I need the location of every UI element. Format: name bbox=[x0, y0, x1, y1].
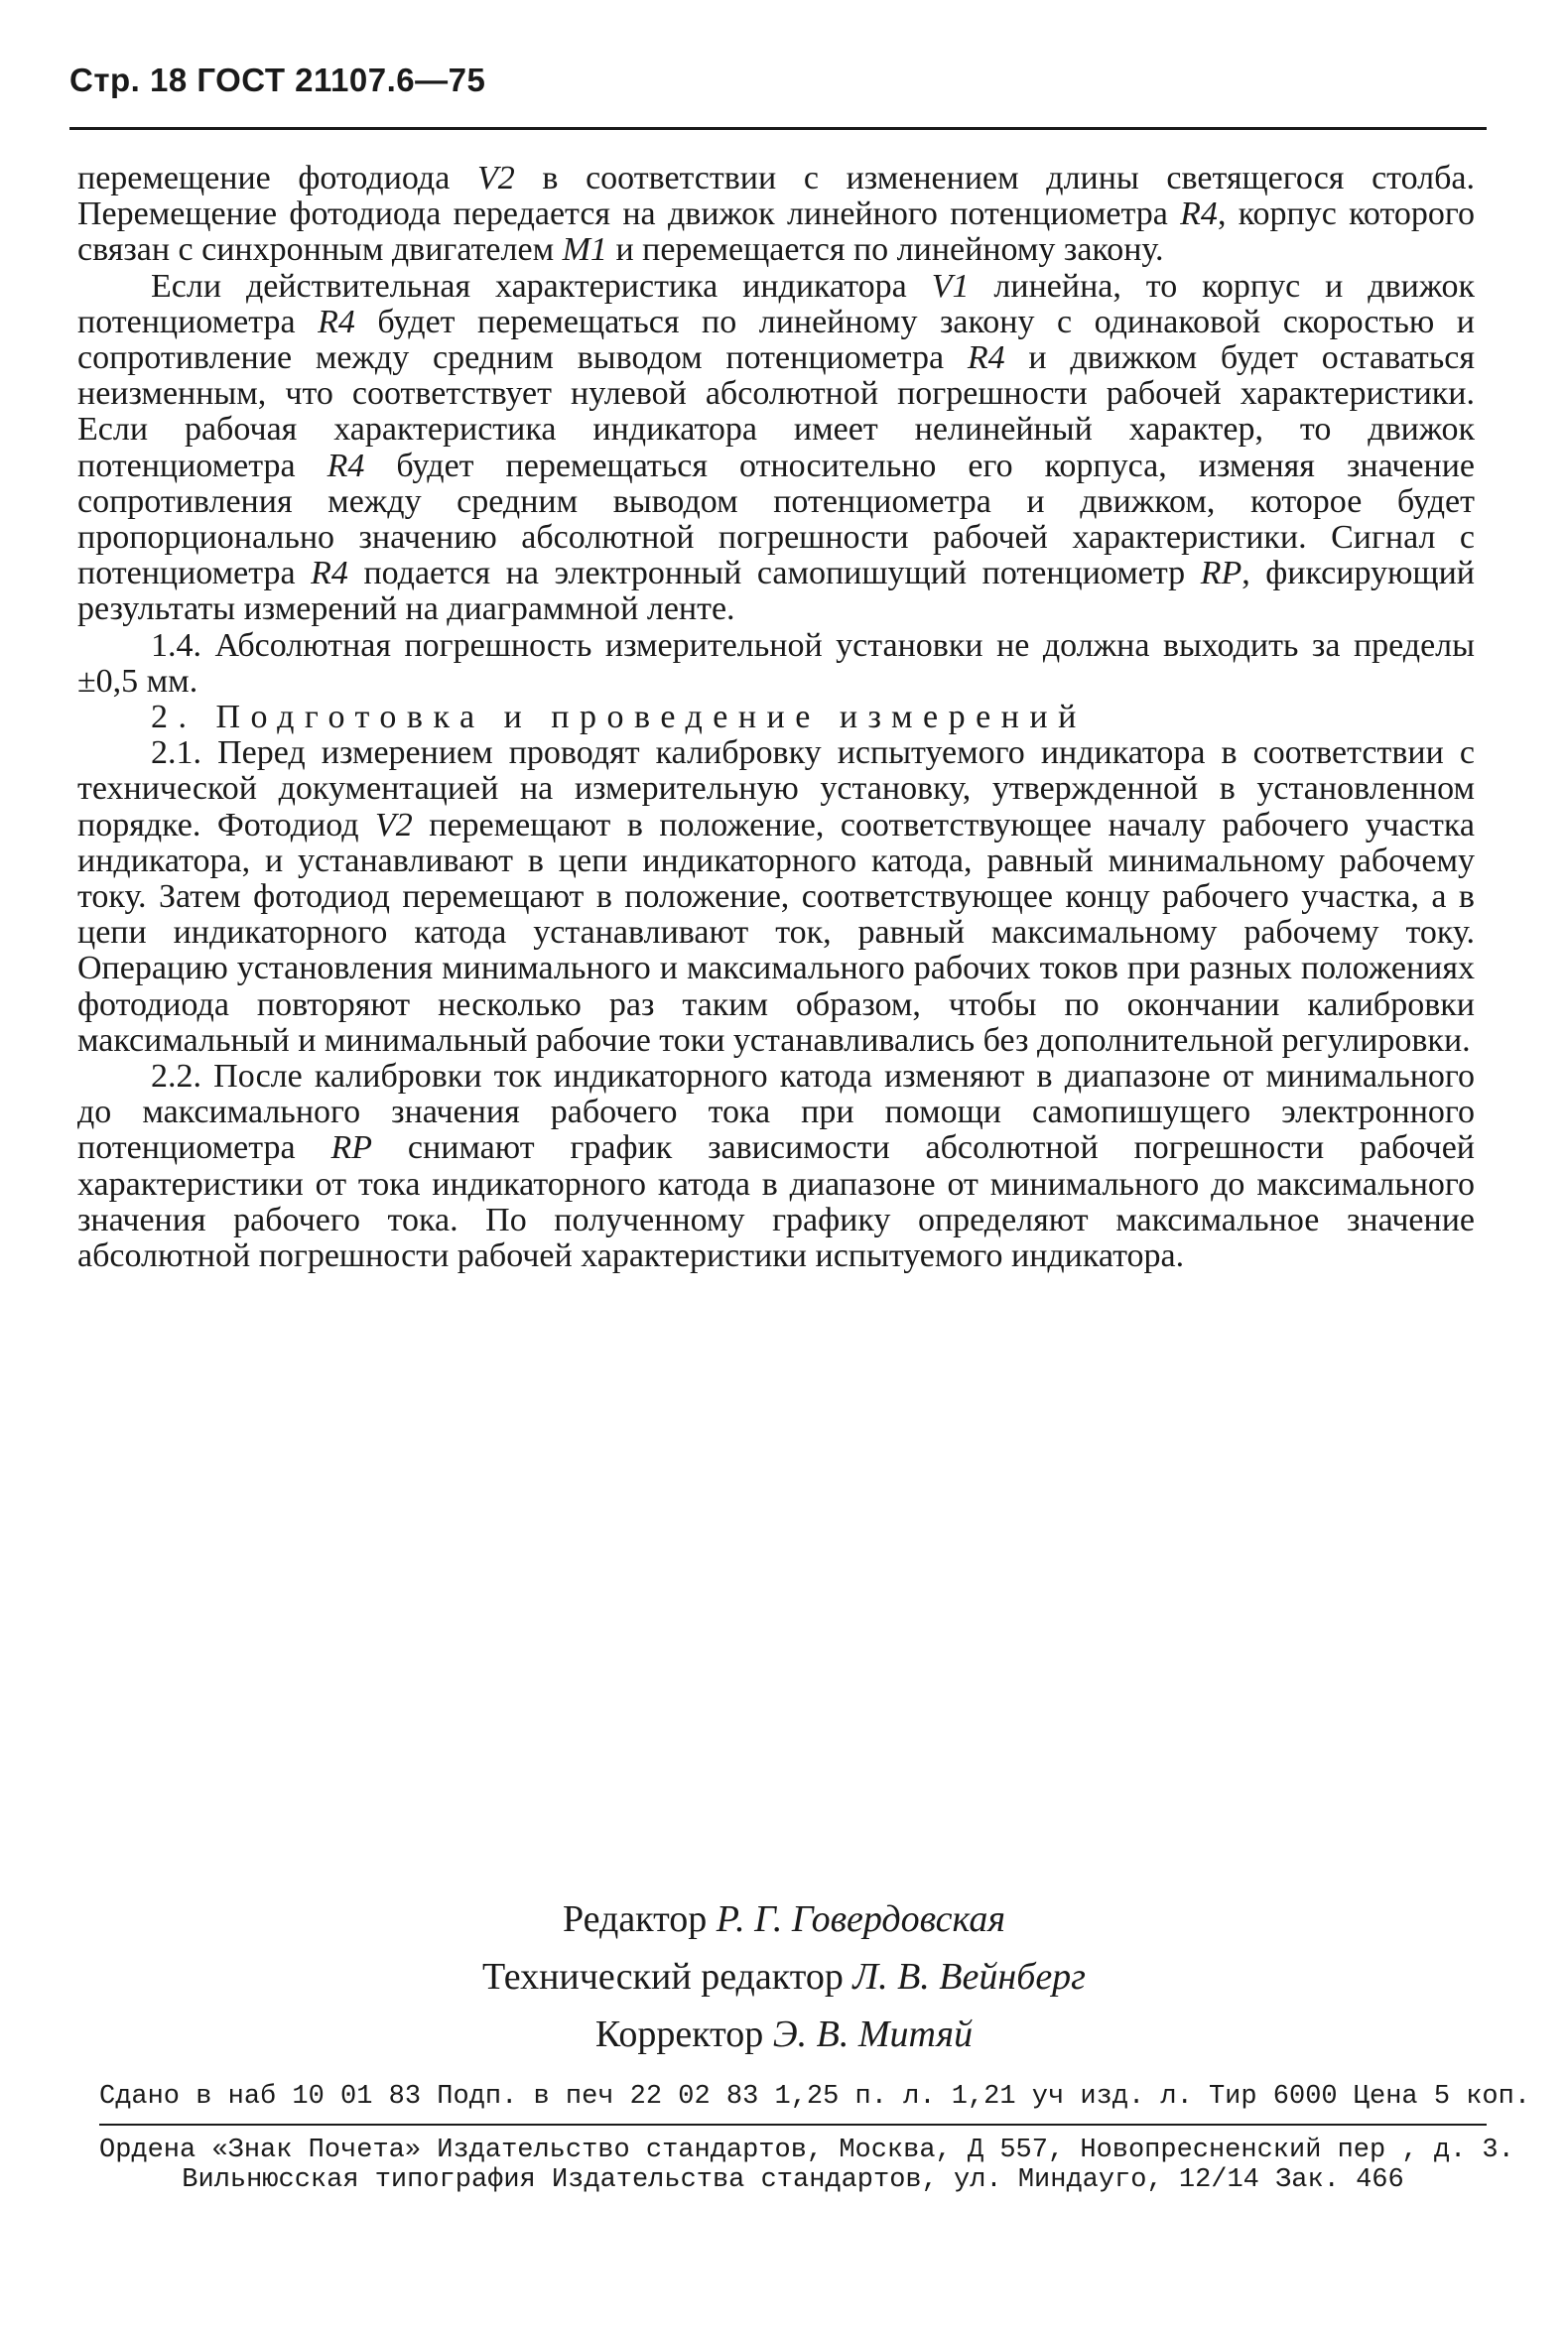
paragraph-1-4: 1.4. Абсолютная погрешность измерительной установки не должна выходить за пределы ±0,5 мм. bbox=[77, 626, 1475, 700]
paragraph-2-2: 2.2. После калибровки ток индикаторного катода изменяют в диапазоне от минимального до максимального значения рабочего тока при помощи самопишущего электронного потенциометра RP снимают график зависимости абсолютной погрешности рабочей характеристики от тока индикаторного катода в диапазоне от минимального до максимального значения рабочего тока. По полученному графику определяют максимальное значение абсолютной погрешности рабочей характеристики испытуемого индикатора. bbox=[77, 1058, 1475, 1275]
publisher-line-1: Ордена «Знак Почета» Издательство стандартов, Москва, Д 557, Новопресненский пер , д. 3. bbox=[99, 2136, 1514, 2165]
header-rule bbox=[69, 127, 1487, 130]
editor-line: Редактор Р. Г. Говердовская bbox=[562, 1898, 1006, 1940]
paragraph-2-1: 2.1. Перед измерением проводят калибровку испытуемого индикатора в соответствии с технической документацией на измерительную установку, утвержденной в установленном порядке. Фотодиод V2 перемещают в положение, соответствующее началу рабочего участка индикатора, и устанавливают в цепи индикаторного катода, равный минимальному рабочему току. Затем фотодиод перемещают в положение, соответствующее концу рабочего участка, а в цепи индикаторного катода устанавливают ток, равный максимальному рабочему току. Операцию установления минимального и максимального рабочих токов при разных положениях фотодиода повторяют несколько раз таким образом, чтобы по окончании калибровки максимальный и минимальный рабочие токи устанавливались без дополнительной регулировки. bbox=[77, 734, 1475, 1059]
section-2-title: 2. Подготовка и проведение измерений bbox=[151, 699, 1087, 736]
imprint-line: Сдано в наб 10 01 83 Подп. в печ 22 02 83 1,25 п. л. 1,21 уч изд. л. Тир 6000 Цена 5 коп. bbox=[99, 2082, 1531, 2112]
credits-block bbox=[0, 1890, 1568, 2063]
page-header: Стр. 18 ГОСТ 21107.6—75 bbox=[69, 62, 486, 98]
publisher-block bbox=[99, 2136, 1514, 2195]
paragraph-2: Если действительная характеристика индикатора V1 линейна, то корпус и движок потенциометра R4 будет перемещаться по линейному закону с одинаковой скоростью и сопротивление между средним выводом потенциометра R4 и движком будет оставаться неизменным, что соответствует нулевой абсолютной погрешности рабочей характеристики. Если рабочая характеристика индикатора имеет нелинейный характер, то движок потенциометра R4 будет перемещаться относительно его корпуса, изменяя значение сопротивления между средним выводом потенциометра и движком, которое будет пропорционально значению абсолютной погрешности рабочей характеристики. Сигнал с потенциометра R4 подается на электронный самопишущий потенциометр RP, фиксирующий результаты измерений на диаграммной ленте. bbox=[77, 267, 1476, 628]
tech-editor-line: Технический редактор Л. В. Вейнберг bbox=[481, 1956, 1087, 1998]
publisher-line-2: Вильнюсская типография Издательства стандартов, ул. Миндауго, 12/14 Зак. 466 bbox=[182, 2165, 1404, 2195]
corrector-line: Корректор Э. В. Митяй bbox=[594, 2013, 974, 2055]
imprint-rule bbox=[99, 2124, 1487, 2126]
document-body bbox=[77, 161, 1475, 1274]
paragraph-1: перемещение фотодиода V2 в соответствии с изменением длины светящегося столба. Перемещение фотодиода передается на движок линейного потенциометра R4, корпус которого связан с синхронным двигателем M1 и перемещается по линейному закону. bbox=[77, 160, 1475, 269]
